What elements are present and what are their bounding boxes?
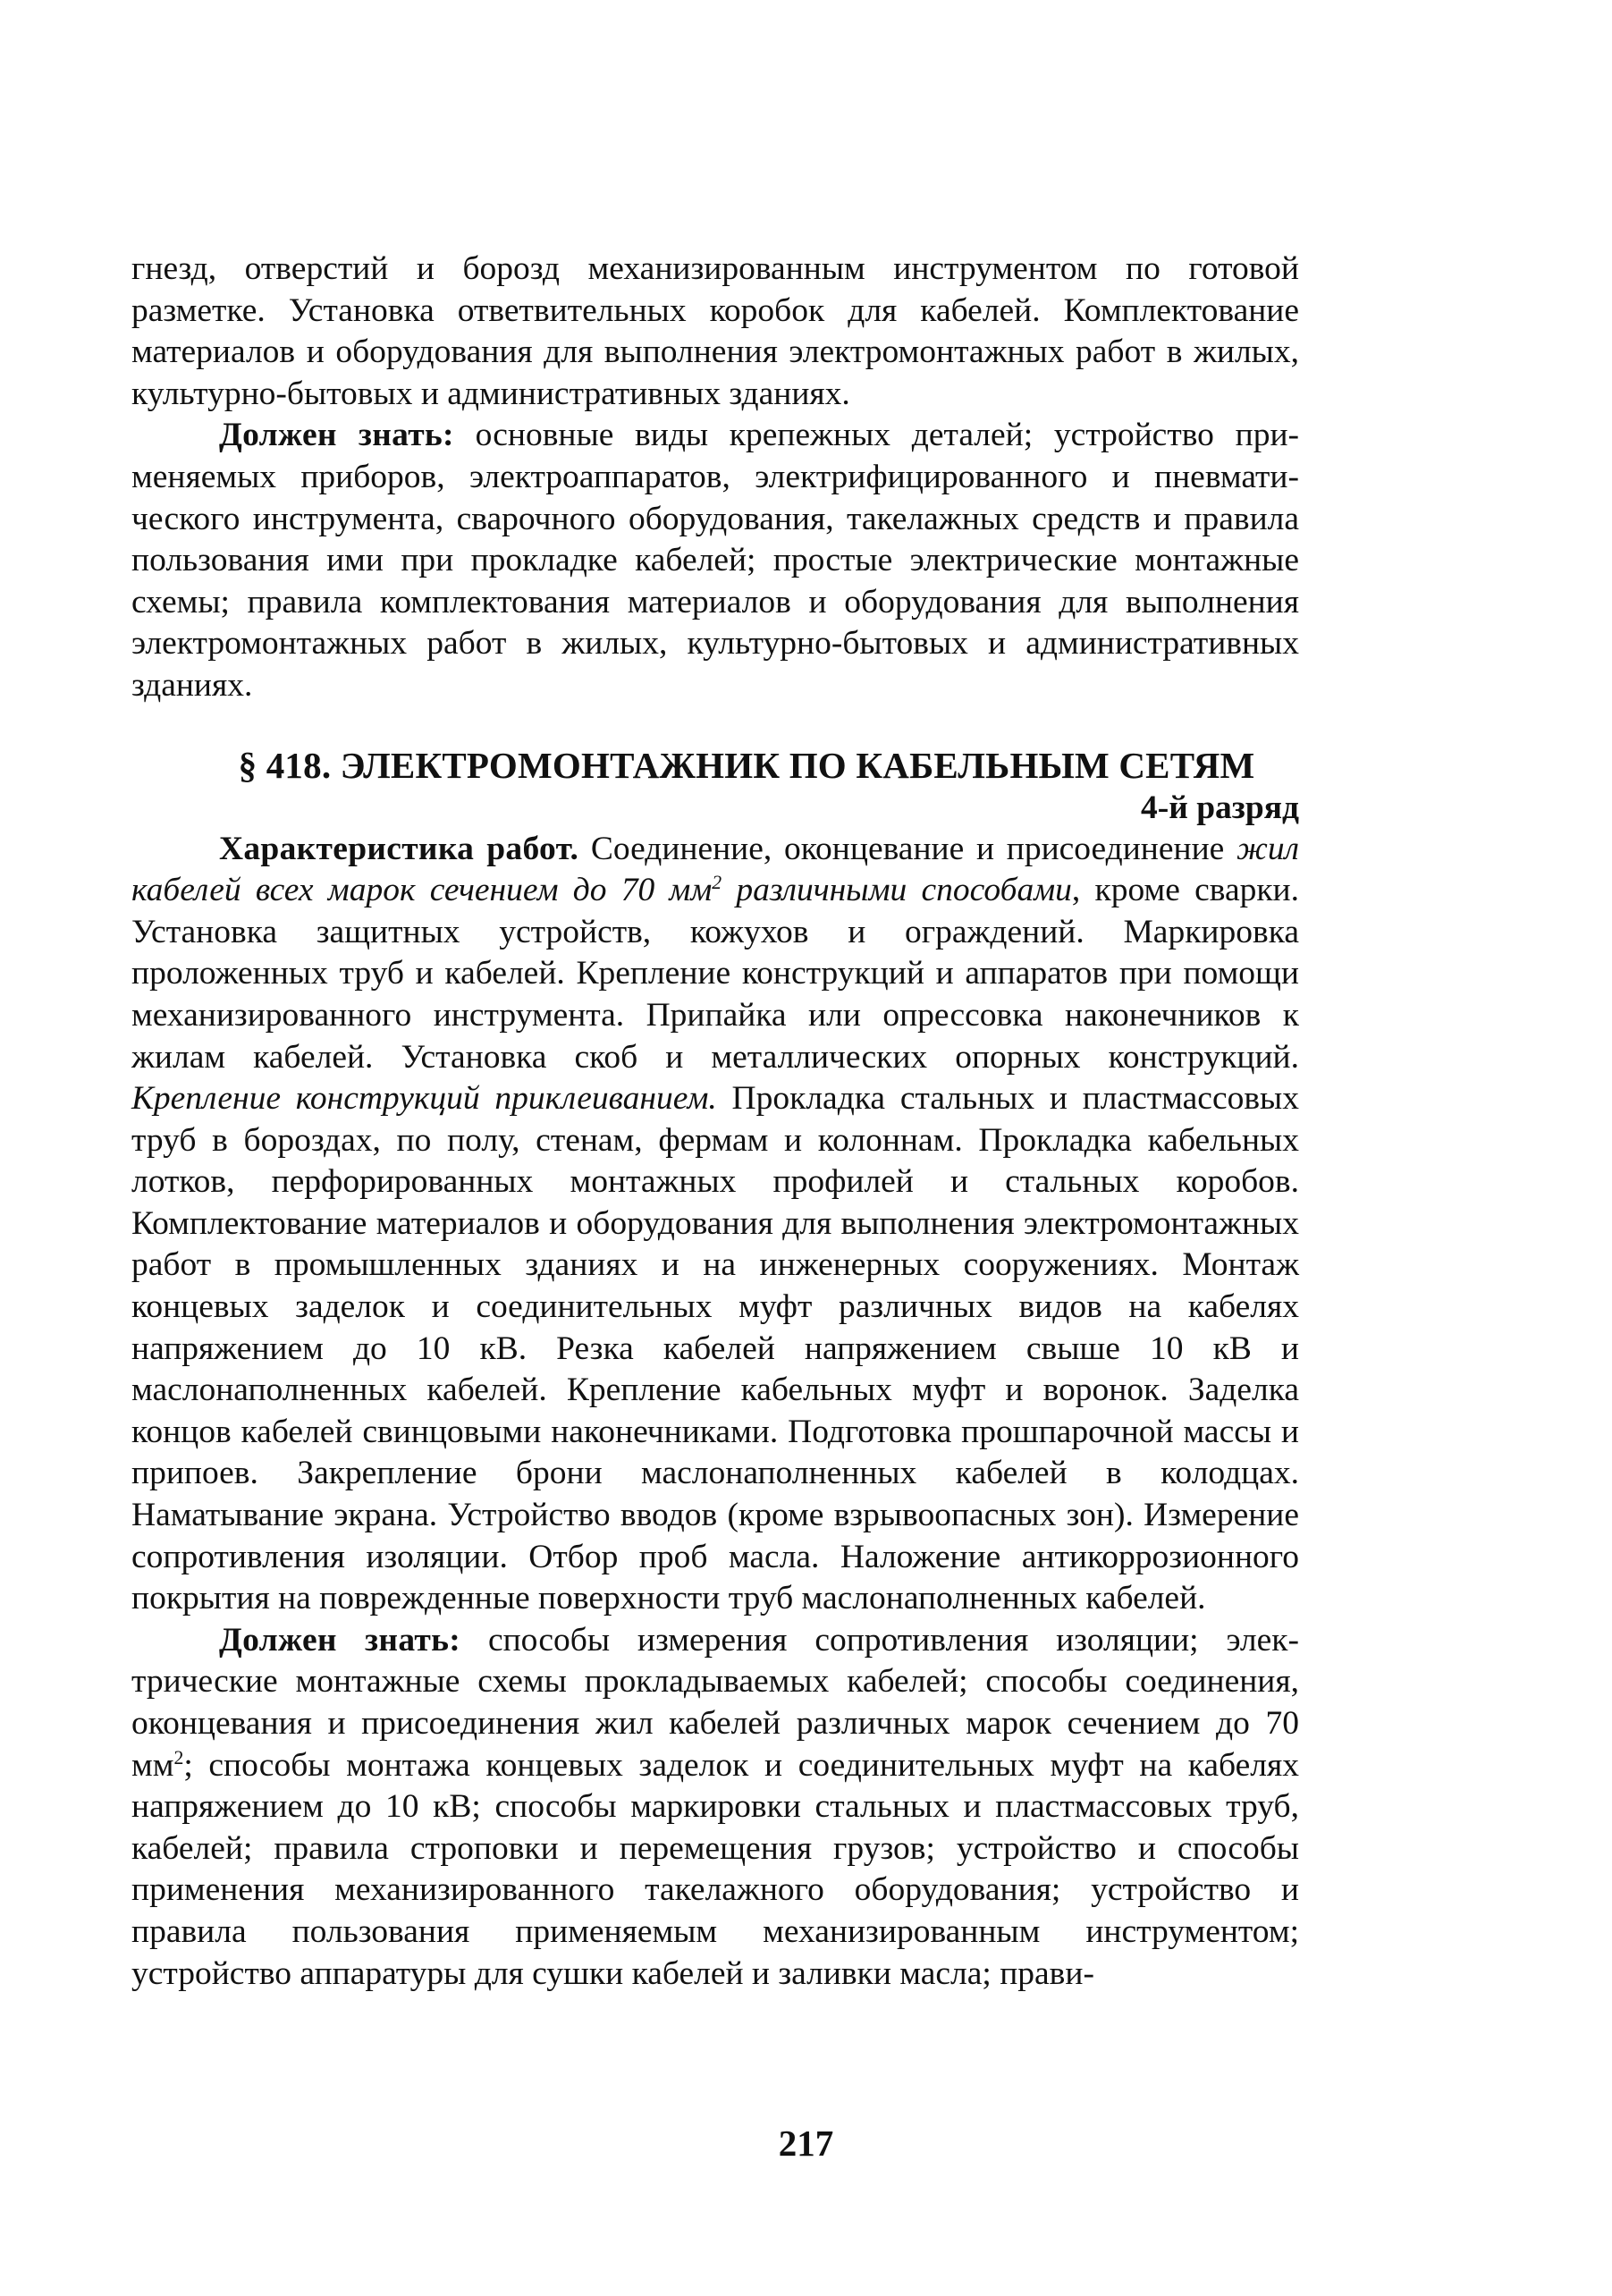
paragraph-italic-text: жил кабелей всех марок сечением до 70 мм — [131, 830, 1299, 909]
paragraph-italic-text: Крепление конструкций приклеиванием. — [131, 1080, 717, 1118]
page-number: 217 — [778, 2123, 834, 2164]
must-know-label: Должен знать: — [219, 417, 454, 454]
paragraph-must-know-2 — [131, 1620, 1299, 1995]
grade-label: 4-й разряд — [1140, 789, 1299, 826]
paragraph-text: Соединение, оконцевание и присоединение — [578, 830, 1237, 867]
must-know-label: Должен знать: — [219, 1621, 461, 1659]
superscript: 2 — [173, 1746, 184, 1768]
paragraph-text: основные виды крепежных деталей; устройство применяемых приборов, электроаппаратов, электрифицированного и пневматического инструмента, сварочного оборудования, такелажных средств и правила пользования ими при прокладке кабелей; простые электрические монтажные схемы; правила комплектования материалов и оборудования для выполнения электромонтажных работ в жилых, культурно-бытовых и административных зданиях. — [131, 417, 1300, 704]
paragraph-text: гнезд, отверстий и борозд механизированным инструментом по готовой разметке. Установка ответвительных коробок для кабелей. Комплектование материалов и оборудования для выполнения электромонтажных работ в жилых, культурно-бытовых и административных зданиях. — [131, 250, 1299, 412]
paragraph-text: , кроме сварки. Установка защитных устройств, кожухов и ограждений. Маркировка проложенных труб и кабелей. Крепление конструкций и аппаратов при помощи механизированного инструмента. Припайка или опрессовка наконечников к жилам кабелей. Установка скоб и металлических опорных конструкций. — [131, 872, 1299, 1076]
paragraph-text: Прокладка стальных и пластмассовых труб в бороздах, по полу, стенам, фермам и колоннам. Прокладка кабельных лотков, перфорированных монтажных профилей и стальных коробов. Комплектование материалов и оборудования для выполнения электромонтажных работ в промышленных зданиях и на инженерных сооружениях. Монтаж концевых заделок и соединительных муфт различных видов на кабелях напряжением до 10 кВ. Резка кабелей напряжением свыше 10 кВ и маслонаполненных кабелей. Крепление кабельных муфт и воронок. Заделка концов кабелей свинцовыми наконечниками. Подготовка прошпарочной массы и припоев. Закрепление брони маслонаполненных кабелей в колодцах. Наматывание экрана. Устройство вводов (кроме взрывоопасных зон). Измерение сопротивления изоляции. Отбор проб масла. Наложение антикоррозионного покрытия на поврежденные поверхности труб маслонаполненных кабелей. — [131, 1080, 1299, 1617]
paragraph-must-know-1 — [131, 415, 1299, 706]
paragraph-work-description — [131, 829, 1299, 1620]
paragraph-text: способы измерения сопротивления изоляции; электрические монтажные схемы прокладываемых кабелей; способы соединения, оконцевания и присоединения жил кабелей различных марок сечением до 70 мм — [131, 1621, 1299, 1784]
superscript: 2 — [712, 872, 722, 894]
paragraph-continuation — [131, 249, 1299, 415]
paragraph-text: ; способы монтажа концевых заделок и соединительных муфт на кабелях напряжением до 10 кВ; способы маркировки стальных и пластмассовых труб, кабелей; правила строповки и перемещения грузов; устройство и способы применения механизированного такелажного оборудования; устройство и правила пользования применяемым механизированным инструментом; устройство аппаратуры для сушки кабелей и заливки масла; прави- — [131, 1746, 1299, 1992]
text-column — [131, 249, 1299, 1995]
work-description-label: Характеристика работ. — [219, 830, 579, 867]
paragraph-italic-text: различными способами — [722, 872, 1072, 909]
section-title: § 418. ЭЛЕКТРОМОНТАЖНИК ПО КАБЕЛЬНЫМ СЕТЯМ — [238, 744, 1255, 786]
